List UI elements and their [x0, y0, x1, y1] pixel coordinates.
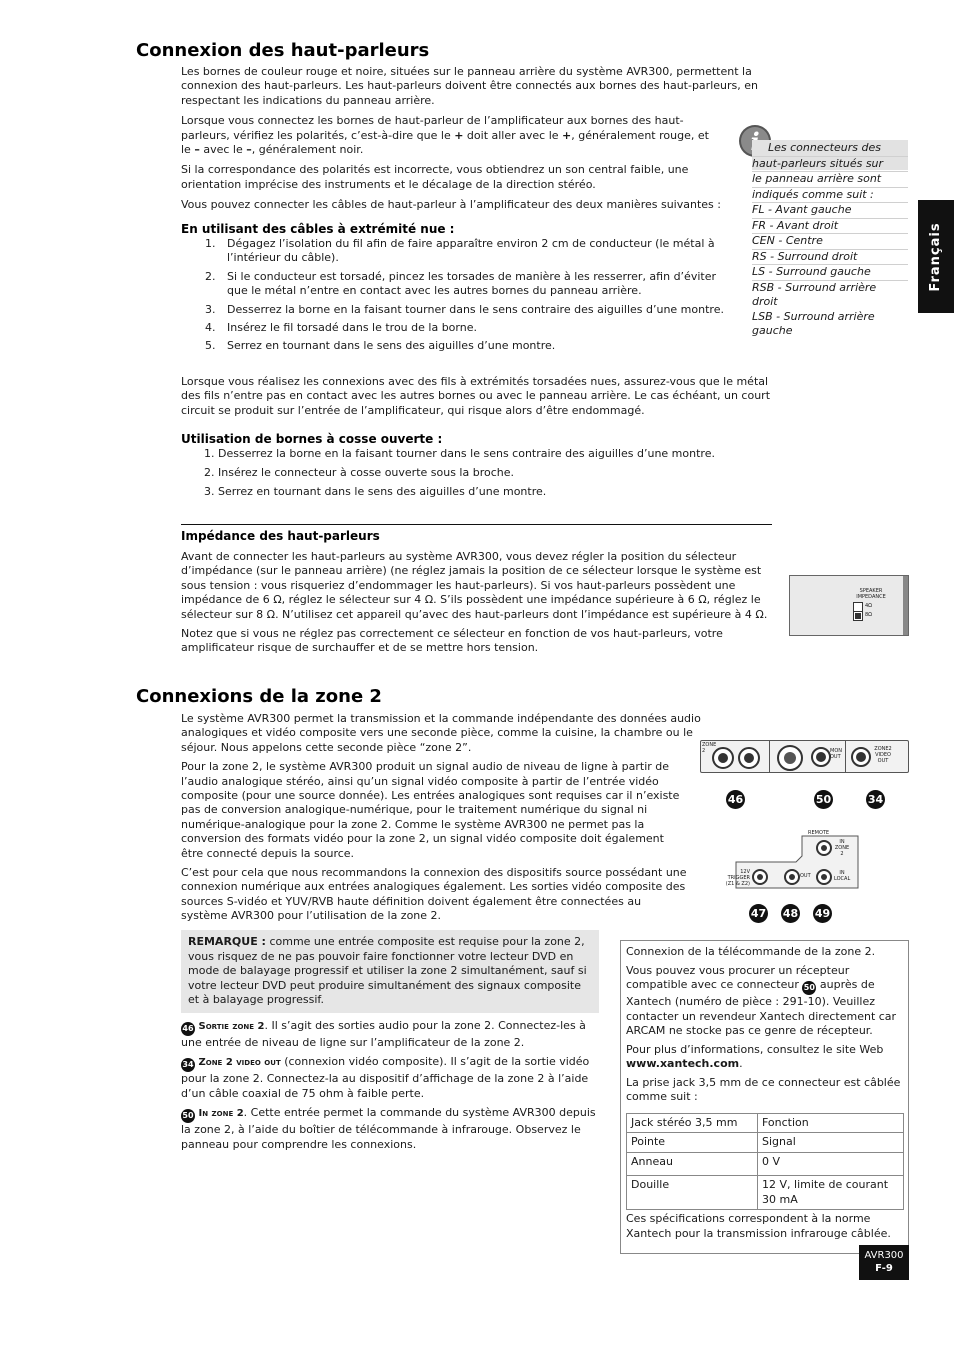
divider: [769, 741, 770, 772]
paragraph: Vous pouvez vous procurer un récepteur compatible avec ce connecteur 50 auprès de Xantech (numéro de pièce : 291-10). Veuillez contacter un revendeur Xantech directement car ARCAM ne stocke pas ce genre de récepteur.: [626, 963, 897, 1037]
mon-out-jack: [811, 747, 831, 767]
section-title-zone2: Connexions de la zone 2: [136, 686, 382, 707]
divider: [181, 524, 772, 525]
remark-box: [181, 930, 599, 1013]
remark-label: REMARQUE :: [188, 935, 266, 948]
jack-wiring-table: [626, 1113, 904, 1211]
callout-34-icon: 34: [181, 1058, 195, 1072]
list-item: 4. Insérez le fil torsadé dans le trou de la borne.: [205, 321, 477, 335]
section-title-speakers: Connexion des haut-parleurs: [136, 40, 430, 61]
table-row: Jack stéréo 3,5 mm Fonction: [627, 1113, 904, 1133]
spade-list: [204, 447, 764, 499]
figure-label: SPEAKER IMPEDANCE: [856, 588, 886, 600]
in-zone2-label: IN ZONE 2: [834, 839, 850, 857]
item-sortie-zone2: 46 Sortie zone 2. Il s’agit des sorties audio pour la zone 2. Connectez-les à une entrée de niveau de ligne sur l’amplificateur de la zone 2.: [181, 1019, 586, 1049]
model-label: AVR300: [864, 1250, 904, 1261]
note-line: FR - Avant droit: [752, 219, 908, 235]
paragraph: Notez que si vous ne réglez pas correctement ce sélecteur en fonction de vos haut-parleurs, votre amplificateur risque de surchauffer et de se mettre hors tension.: [181, 627, 723, 655]
callout-47-icon: 47: [749, 904, 768, 923]
paragraph: Ces spécifications correspondent à la norme Xantech pour la transmission infrarouge câblée.: [626, 1212, 891, 1240]
switch-box-bottom: [853, 611, 863, 621]
paragraph: La prise jack 3,5 mm de ce connecteur est câblée comme suit :: [626, 1075, 901, 1103]
note-line: le panneau arrière sont: [752, 172, 908, 188]
table-row: Douille 12 V, limite de courant 30 mA: [627, 1176, 904, 1210]
note-line: haut-parleurs situés sur: [752, 157, 908, 173]
remark-text: comme une entrée composite est requise pour la zone 2, vous risquez de ne pas pouvoir faire fonctionner votre lecteur DVD en mode de balayage progressif et utiliser la zone 2 simultanément, sauf si votre lecteur DVD peut produire simultanément des signaux composite et à balayage progressif.: [188, 935, 587, 1006]
table-row: Anneau 0 V: [627, 1152, 904, 1176]
option-8ohm: 8Ω: [865, 612, 873, 618]
list-item: 1. Desserrez la borne en la faisant tourner dans le sens contraire des aiguilles d’une montre.: [204, 447, 715, 460]
remote-out-jack: [784, 869, 800, 885]
list-item: 1. Dégagez l’isolation du fil afin de faire apparaître environ 2 cm de conducteur (le métal à l’intérieur du câble).: [205, 237, 715, 265]
paragraph: Si la correspondance des polarités est incorrecte, vous obtiendrez un son central faible, une orientation imprécise des instruments et le décalage de la direction stéréo.: [181, 163, 689, 191]
note-line: droit: [752, 295, 778, 308]
option-4ohm: 4Ω: [865, 603, 873, 609]
side-note: [752, 141, 908, 339]
impedance-body: [181, 550, 771, 656]
remote-info-box: [620, 940, 909, 1254]
callout-50-icon: 50: [181, 1109, 195, 1123]
callout-49-icon: 49: [813, 904, 832, 923]
paragraph: Vous pouvez connecter les câbles de haut-parleur à l’amplificateur des deux manières suivantes :: [181, 198, 721, 212]
language-tab-label: Français: [927, 221, 943, 292]
impedance-selector-figure: [789, 575, 909, 636]
bare-wire-list: [205, 237, 725, 354]
zone2-body: [181, 712, 711, 924]
rca-jack-left: [712, 747, 734, 769]
note-line: FL - Avant gauche: [752, 203, 908, 219]
xantech-link[interactable]: www.xantech.com: [626, 1057, 740, 1070]
svideo-jack: [777, 745, 803, 771]
subheading-spade: Utilisation de bornes à cosse ouverte :: [181, 432, 443, 446]
zone2-video-out-label: ZONE2 VIDEO OUT: [874, 746, 892, 764]
divider: [845, 741, 846, 772]
remote-label: REMOTE: [808, 830, 830, 836]
note-line: Les connecteurs des: [752, 141, 908, 157]
page-footer: [859, 1245, 909, 1280]
subheading-bare-wire: En utilisant des câbles à extrémité nue :: [181, 222, 455, 236]
mon-out-label: MON OUT: [830, 748, 842, 760]
note-line: CEN - Centre: [752, 234, 908, 250]
paragraph: Pour la zone 2, le système AVR300 produit un signal audio de niveau de ligne à partir de l’audio analogique stéréo, ainsi qu’un signal vidéo composite à partir de l’entrée vidéo composite (pour une source donnée). Les entrées analogiques sont requises car il n’existe pas de conversion analogique-numérique, pour le traitement numérique du signal ni numérique-analogique pour la zone 2. Comme le système AVR300 ne permet pas la conversion des formats vidéo pour la zone 2, un signal vidéo composite doit également être connecté depuis la source.: [181, 760, 680, 860]
panel-edge: [903, 576, 908, 635]
table-row: Pointe Signal: [627, 1133, 904, 1153]
in-zone2-jack: [816, 840, 832, 856]
zone2-panel-figure: [700, 740, 909, 773]
page-number: F-9: [875, 1263, 893, 1274]
paragraph: Connexion de la télécommande de la zone 2.: [626, 945, 876, 958]
callout-50-icon: 50: [802, 981, 816, 995]
paragraph: Pour plus d’informations, consultez le site Web www.xantech.com.: [626, 1042, 884, 1070]
paragraph: Avant de connecter les haut-parleurs au système AVR300, vous devez régler la position du sélecteur d’impédance (sur le panneau arrière) (ne réglez jamais la position de ce sélecteur lorsque le système est sous tension : vous risqueriez d’endommager les haut-parleurs). Si vos haut-parleurs possèdent une impédance de 6 Ω, réglez le sélecteur sur 4 Ω. S’ils possèdent une impédance supérieure à 6 Ω, réglez le sélecteur sur 8 Ω. N’utilisez cet appareil qu’avec des haut-parleurs dont l’impédance est supérieure à 4 Ω.: [181, 550, 768, 621]
list-item: 2. Insérez le connecteur à cosse ouverte sous la broche.: [204, 465, 515, 479]
list-item: 5. Serrez en tournant dans le sens des aiguilles d’une montre.: [205, 339, 556, 353]
paragraph: Le système AVR300 permet la transmission et la commande indépendante des données audio analogiques et vidéo composite vers une seconde pièce, comme la cuisine, la chambre ou le séjour. Nous appelons cette seconde pièce “zone 2”.: [181, 712, 701, 754]
note-line: LSB - Surround arrière: [752, 309, 875, 323]
callout-46-icon: 46: [726, 790, 745, 809]
language-tab: [918, 200, 954, 313]
list-item: 3. Desserrez la borne en la faisant tourner dans le sens contraire des aiguilles d’une montre.: [205, 302, 724, 316]
list-item: 2. Si le conducteur est torsadé, pincez les torsades de manière à les resserrer, afin d’éviter que le métal n’entre en contact avec les autres bornes du panneau arrière.: [205, 269, 716, 298]
note-line: RSB - Surround arrière: [752, 280, 877, 294]
callout-48-icon: 48: [781, 904, 800, 923]
note-line: indiqués comme suit :: [752, 188, 908, 204]
in-local-jack: [816, 869, 832, 885]
zone2-items: [181, 1019, 605, 1152]
callout-34-icon: 34: [866, 790, 885, 809]
callout-46-icon: 46: [181, 1022, 195, 1036]
out-label: OUT: [800, 873, 811, 879]
paragraph: Les bornes de couleur rouge et noire, situées sur le panneau arrière du système AVR300, permettent la connexion des haut-parleurs. Les haut-parleurs doivent être connectés aux bornes des haut-parleurs, en respectant les indications du panneau arrière.: [181, 65, 758, 107]
rca-jack-right: [738, 747, 760, 769]
note-line: gauche: [752, 324, 793, 337]
list-item: 3. Serrez en tournant dans le sens des aiguilles d’une montre.: [204, 484, 547, 498]
section1-body: [181, 65, 771, 213]
subheading-impedance: Impédance des haut-parleurs: [181, 529, 380, 543]
trigger-jack: [752, 869, 768, 885]
callout-50-icon: 50: [814, 790, 833, 809]
zone2-video-out-jack: [851, 747, 871, 767]
trigger-label: 12V TRIGGER (Z1 & Z2): [725, 869, 750, 887]
item-zone2-video-out: 34 Zone 2 video out (connexion vidéo composite). Il s’agit de la sortie vidéo pour la zone 2. Connectez-la au dispositif d’affichage de la zone 2 à l’aide d’un câble coaxial de 75 ohm à faible perte.: [181, 1055, 590, 1100]
zone-label: ZONE 2: [702, 742, 717, 754]
paragraph-short-circuit: Lorsque vous réalisez les connexions avec des fils à extrémités torsadées nues, assurez-vous que le métal des fils n’entre pas en contact avec les autres bornes ou avec le panneau arrière. Le cas échéant, un court circuit se produit sur l’entrée de l’amplificateur, qui risque alors d’être endommagé.: [181, 375, 771, 417]
paragraph: C’est pour cela que nous recommandons la connexion des dispositifs source possédant une connexion numérique aux entrées analogiques également. Les sorties vidéo composite des sources S-vidéo et YUV/RVB haute définition doivent également être connectées au système AVR300 pour l’utilisation de la zone 2.: [181, 866, 687, 923]
in-local-label: IN LOCAL: [834, 870, 851, 882]
note-line: RS - Surround droit: [752, 250, 908, 266]
paragraph-polarity: Lorsque vous connectez les bornes de haut-parleur de l’amplificateur aux bornes des haut-parleurs, vérifiez les polarités, c’est-à-dire que le + doit aller avec le +, généralement rouge, et le – avec le –, généralement noir.: [181, 114, 709, 157]
item-in-zone2: 50 In zone 2. Cette entrée permet la commande du système AVR300 depuis la zone 2, à l’aide du boîtier de télécommande à infrarouge. Observez le panneau pour comprendre les connexions.: [181, 1106, 596, 1151]
note-line: LS - Surround gauche: [752, 265, 908, 281]
